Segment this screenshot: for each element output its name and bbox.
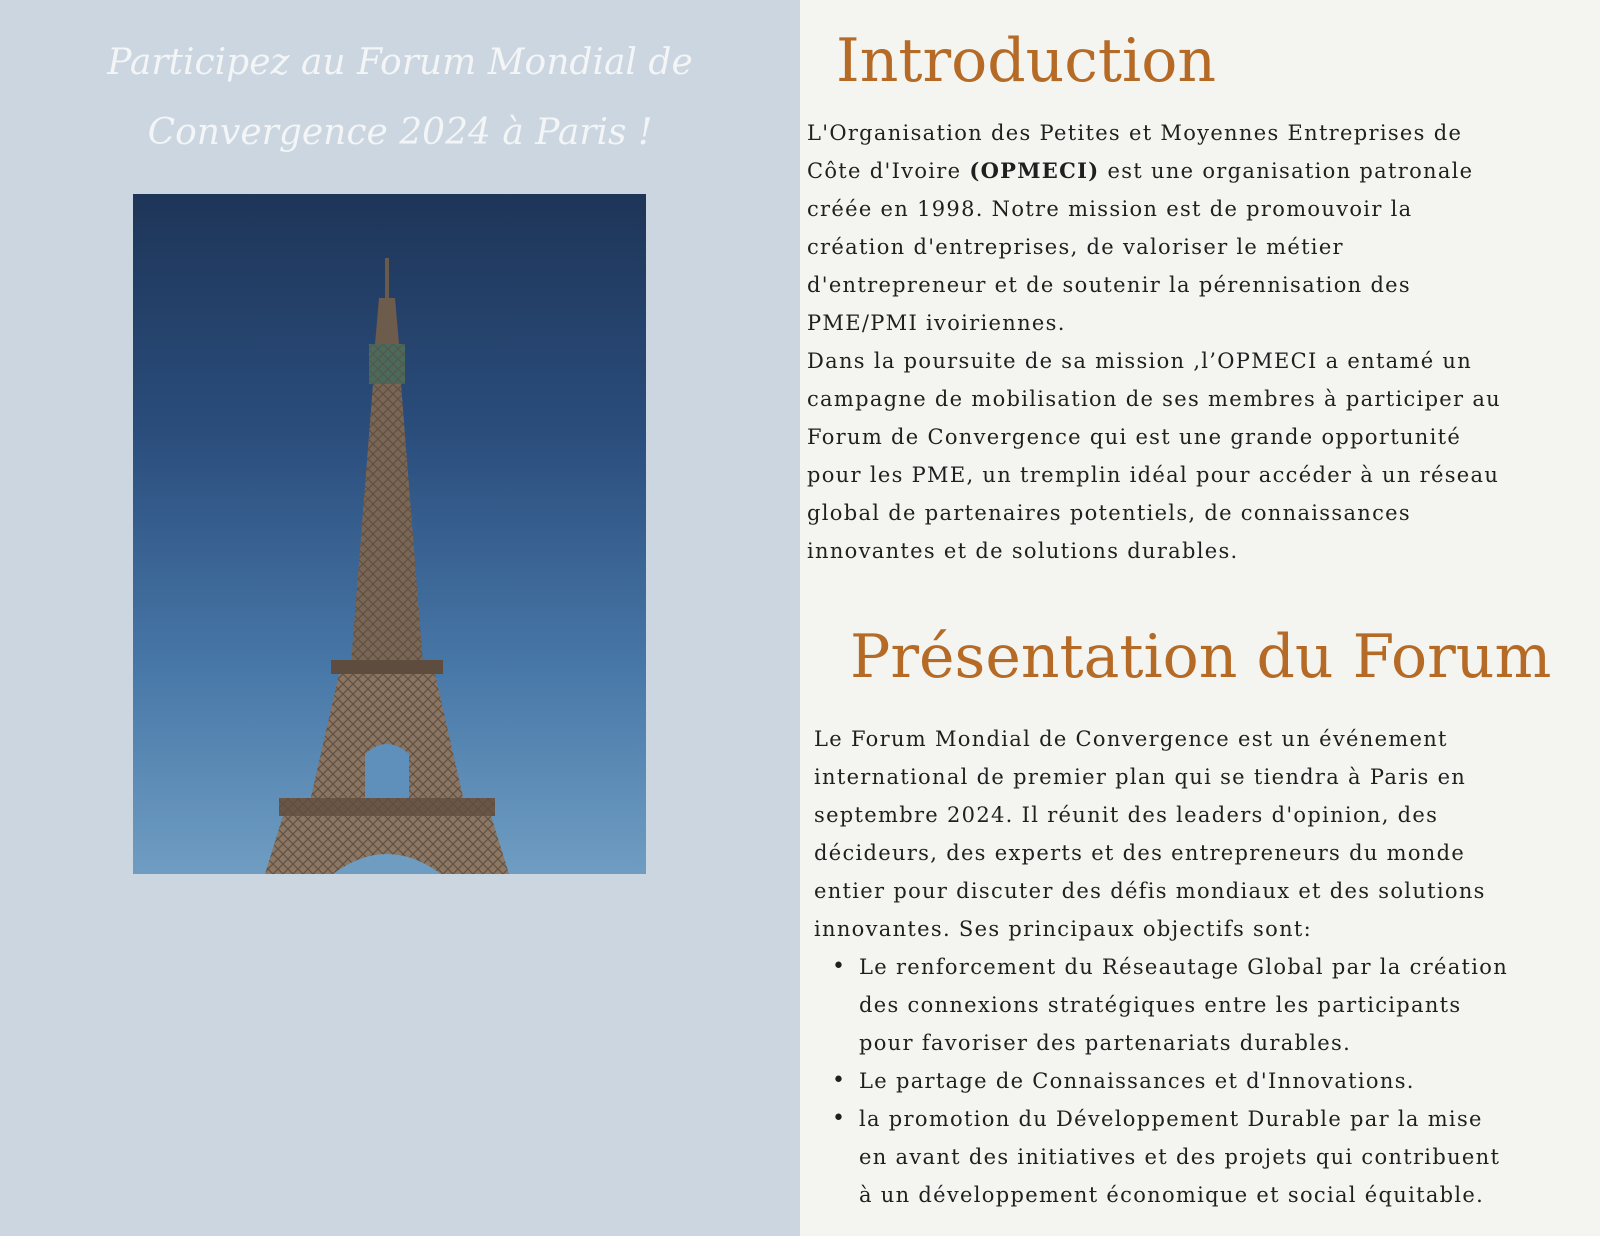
text-line: Le partage de Connaissances et d'Innovations. [859, 1069, 1415, 1093]
right-panel [800, 0, 1600, 1236]
opmeci-acronym: (OPMECI) [969, 158, 1100, 183]
text-line: L'Organisation des Petites et Moyennes Entreprises de [807, 121, 1463, 145]
text-line: création d'entreprises, de valoriser le métier [807, 235, 1344, 259]
text-segment: Côte d'Ivoire [807, 159, 970, 183]
introduction-heading: Introduction [836, 26, 1216, 96]
text-segment: est une organisation patronale [1099, 159, 1474, 183]
list-item [814, 1100, 1508, 1214]
forum-heading: Présentation du Forum [850, 622, 1552, 692]
text-line: décideurs, des experts et des entrepreneurs du monde [814, 841, 1466, 865]
bullet-icon: • [832, 1106, 847, 1131]
objectives-list [814, 948, 1508, 1214]
eiffel-tower-photo [133, 194, 646, 874]
tagline-line: Convergence 2024 à Paris ! [147, 112, 653, 153]
forum-text [814, 720, 1486, 948]
text-line: en avant des initiatives et des projets qui contribuent [859, 1145, 1501, 1169]
eiffel-tower-image [133, 194, 646, 874]
bullet-icon: • [832, 1068, 847, 1093]
text-line: international de premier plan qui se tiendra à Paris en [814, 765, 1467, 789]
text-line: PME/PMI ivoiriennes. [807, 311, 1066, 335]
text-line: campagne de mobilisation de ses membres à participer au [807, 387, 1501, 411]
text-line: la promotion du Développement Durable par la mise [859, 1107, 1483, 1131]
text-line: septembre 2024. Il réunit des leaders d'opinion, des [814, 803, 1439, 827]
text-line: entier pour discuter des défis mondiaux et des solutions [814, 879, 1486, 903]
text-line: pour favoriser des partenariats durables. [859, 1031, 1352, 1055]
bullet-icon: • [832, 954, 847, 979]
text-line: innovantes et de solutions durables. [807, 539, 1239, 563]
tagline-line: Participez au Forum Mondial de [107, 42, 693, 83]
text-line: Forum de Convergence qui est une grande opportunité [807, 425, 1462, 449]
text-line: global de partenaires potentiels, de connaissances [807, 501, 1411, 525]
list-item [814, 948, 1508, 1062]
text-line: à un développement économique et social équitable. [859, 1183, 1485, 1207]
text-line: d'entrepreneur et de soutenir la pérennisation des [807, 273, 1411, 297]
list-item [814, 1062, 1508, 1100]
event-tagline [20, 28, 780, 168]
text-line: Le Forum Mondial de Convergence est un événement [814, 727, 1448, 751]
text-line: Le renforcement du Réseautage Global par la création [859, 955, 1509, 979]
introduction-text [807, 114, 1501, 570]
text-line: Dans la poursuite de sa mission ,l’OPMECI a entamé un [807, 349, 1473, 373]
text-line: innovantes. Ses principaux objectifs sont: [814, 917, 1313, 941]
text-line [807, 152, 1501, 190]
text-line: pour les PME, un tremplin idéal pour accéder à un réseau [807, 463, 1500, 487]
text-line: des connexions stratégiques entre les participants [859, 993, 1462, 1017]
text-line: créée en 1998. Notre mission est de promouvoir la [807, 197, 1413, 221]
